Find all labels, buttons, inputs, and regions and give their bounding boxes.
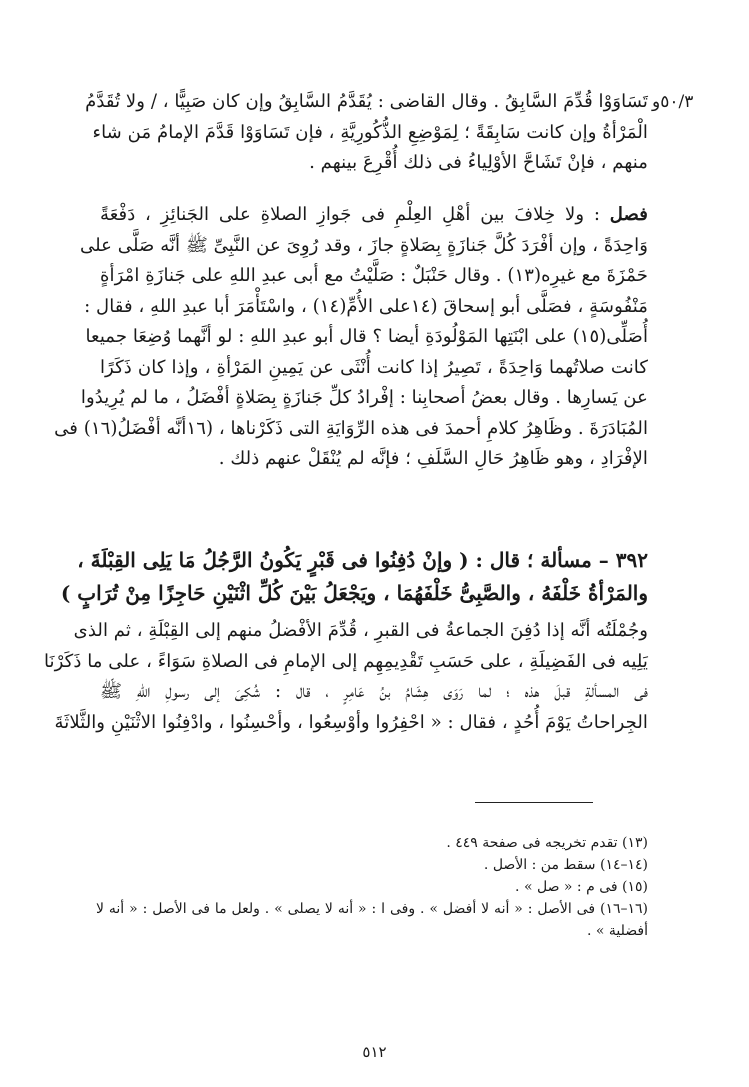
text-line: الجِراحاتُ يَوْمَ أُحُدٍ ، فقال : « احْفِرُوا وأوْسِعُوا ، وأحْسِنُوا ، وادْفِنُوا الاثْنَيْنِ والثَّلاثَةَ <box>54 711 648 733</box>
text-line: وجُمْلَتُه أنَّه إذا دُفِنَ الجماعةُ فى القبرِ ، قُدِّمَ الأفْضلُ منهم إلى القِبْلَةِ ، ثم الذى <box>73 620 648 641</box>
text-line: حَمْزَةَ مع غيرِه(١٣) . وقال حَنْبَلٌ : صَلَّيْتُ مع أبى عبدِ اللهِ على جَنازَةِ امْرَأةٍ <box>100 265 648 286</box>
text-line: الْمَرْأةُ وإن كانت سَابِقَةً ؛ لِمَوْضِعِ الذُّكُورِيَّةِ ، فإن تَسَاوَوْا قَدَّمَ الإمامُ مَن شاء <box>92 121 648 143</box>
masala-heading <box>60 544 648 610</box>
paragraph-fasl <box>54 200 648 475</box>
text-line-content: – مسألة ؛ قال : ( وإنْ دُفِنُوا فى قَبْرٍ يَكُونُ الرَّجُلُ مَا يَلِى القِبْلَةَ ، <box>77 548 609 572</box>
text-line-content: : ولا خِلافَ بين أهْلِ العِلْمِ فى جَوازِ الصلاةِ على الجَنائِزِ ، دَفْعَةً <box>100 204 601 225</box>
text-line: يَلِيه فى الفَضِيلَةِ ، على حَسَبِ تَقْدِيمِهِم إلى الإمامِ فى الصلاةِ سَوَاءً ، على ما ذَكَرْنَا <box>44 650 648 672</box>
footnote-16: (١٦–١٦) فى الأصل : « أنه لا أفضل » . وفى ا : « أنه لا يصلى » . ولعل ما فى الأصل : « أنه لا أفضلية » . <box>96 901 648 939</box>
text-line: عن يَسارِها . وقال بعضُ أصحابِنا : إفْرادُ كلِّ جَنازَةٍ بِصَلاةٍ أفْضَلُ ، ما لم يُرِيدُوا <box>80 387 648 408</box>
masala-number: ٣٩٢ <box>615 548 648 572</box>
text-line <box>100 200 648 231</box>
page-number: ٥١٢ <box>362 1043 387 1061</box>
text-line: فى المسألةِ قبلَ هذه ؛ لما رَوَى هِشَامُ بنُ عَامِرٍ ، قال : شُكِىَ إلى رسولِ اللهِ ﷺ <box>100 681 648 702</box>
paragraph-explanation <box>44 616 648 738</box>
paragraph-1 <box>85 87 648 179</box>
footnote-13: (١٣) تقدم تخريجه فى صفحة ٤٤٩ . <box>446 835 648 851</box>
text-line: والمَرْأةُ خَلْفَهُ ، والصَّبِىُّ خَلْفَهُمَا ، ويَجْعَلُ بَيْنَ كُلِّ اثْنَيْنِ حَاجِزًا مِنْ تُرَابٍ ) <box>60 581 648 605</box>
text-line: أُصَلِّى(١٥) على ابْنَتِها المَوْلُودَةِ أيضا ؟ قال أبو عبدِ اللهِ : لو أنَّهما وُضِعَا جميعا <box>85 326 648 347</box>
section-label-fasl: فصل <box>609 204 648 225</box>
footnotes <box>96 832 648 942</box>
text-line: المُبَادَرَةَ . وظَاهِرُ كلامِ أحمدَ فى هذه الرِّوَايَةِ التى ذَكَرْناها ، (١٦أنَّه أفْضَلُ(١٦) فى <box>54 417 648 439</box>
text-line: الإفْرَادِ ، وهو ظَاهِرُ حَالِ السَّلَفِ ؛ فإنَّه لم يُنْقَلْ عنهم ذلك . <box>218 448 648 469</box>
footnote-divider <box>475 802 593 803</box>
footnote-14: (١٤–١٤) سقط من : الأصل . <box>483 857 648 873</box>
text-line: كانت صلاتُهما وَاحِدَةً ، تَصِيرُ إذا كانت أُنْثَى عن يَمِينِ المَرْأةِ ، وإذا كان ذَكَرًا <box>100 356 648 378</box>
margin-reference: ٥٠/٣و <box>652 92 694 112</box>
text-line: وَاحِدَةً ، وإن أفْرَدَ كُلَّ جَنازَةٍ بِصَلاةٍ جازَ ، وقد رُوِىَ عن النَّبِىِّ ﷺ أنَّه صَلَّى على <box>79 234 648 256</box>
text-line: تَسَاوَوْا قُدِّمَ السَّابِقُ . وقال القاضى : يُقَدَّمُ السَّابِقُ وإن كان صَبِيًّا ، / ولا تُقَدَّمُ <box>85 91 648 112</box>
text-line <box>77 544 648 577</box>
text-line: منهم ، فإنْ تَشَاحَّ الأوْلِياءُ فى ذلك أُقْرِعَ بينهم . <box>309 152 648 173</box>
text-line: مَنْفُوسَةٍ ، فصَلَّى أبو إسحاقَ (١٤على الأُمِّ(١٤) ، واسْتَأْمَرَ أبا عبدِ اللهِ ، فقال : <box>84 295 648 317</box>
footnote-15: (١٥) فى م : « صل » . <box>515 879 648 895</box>
